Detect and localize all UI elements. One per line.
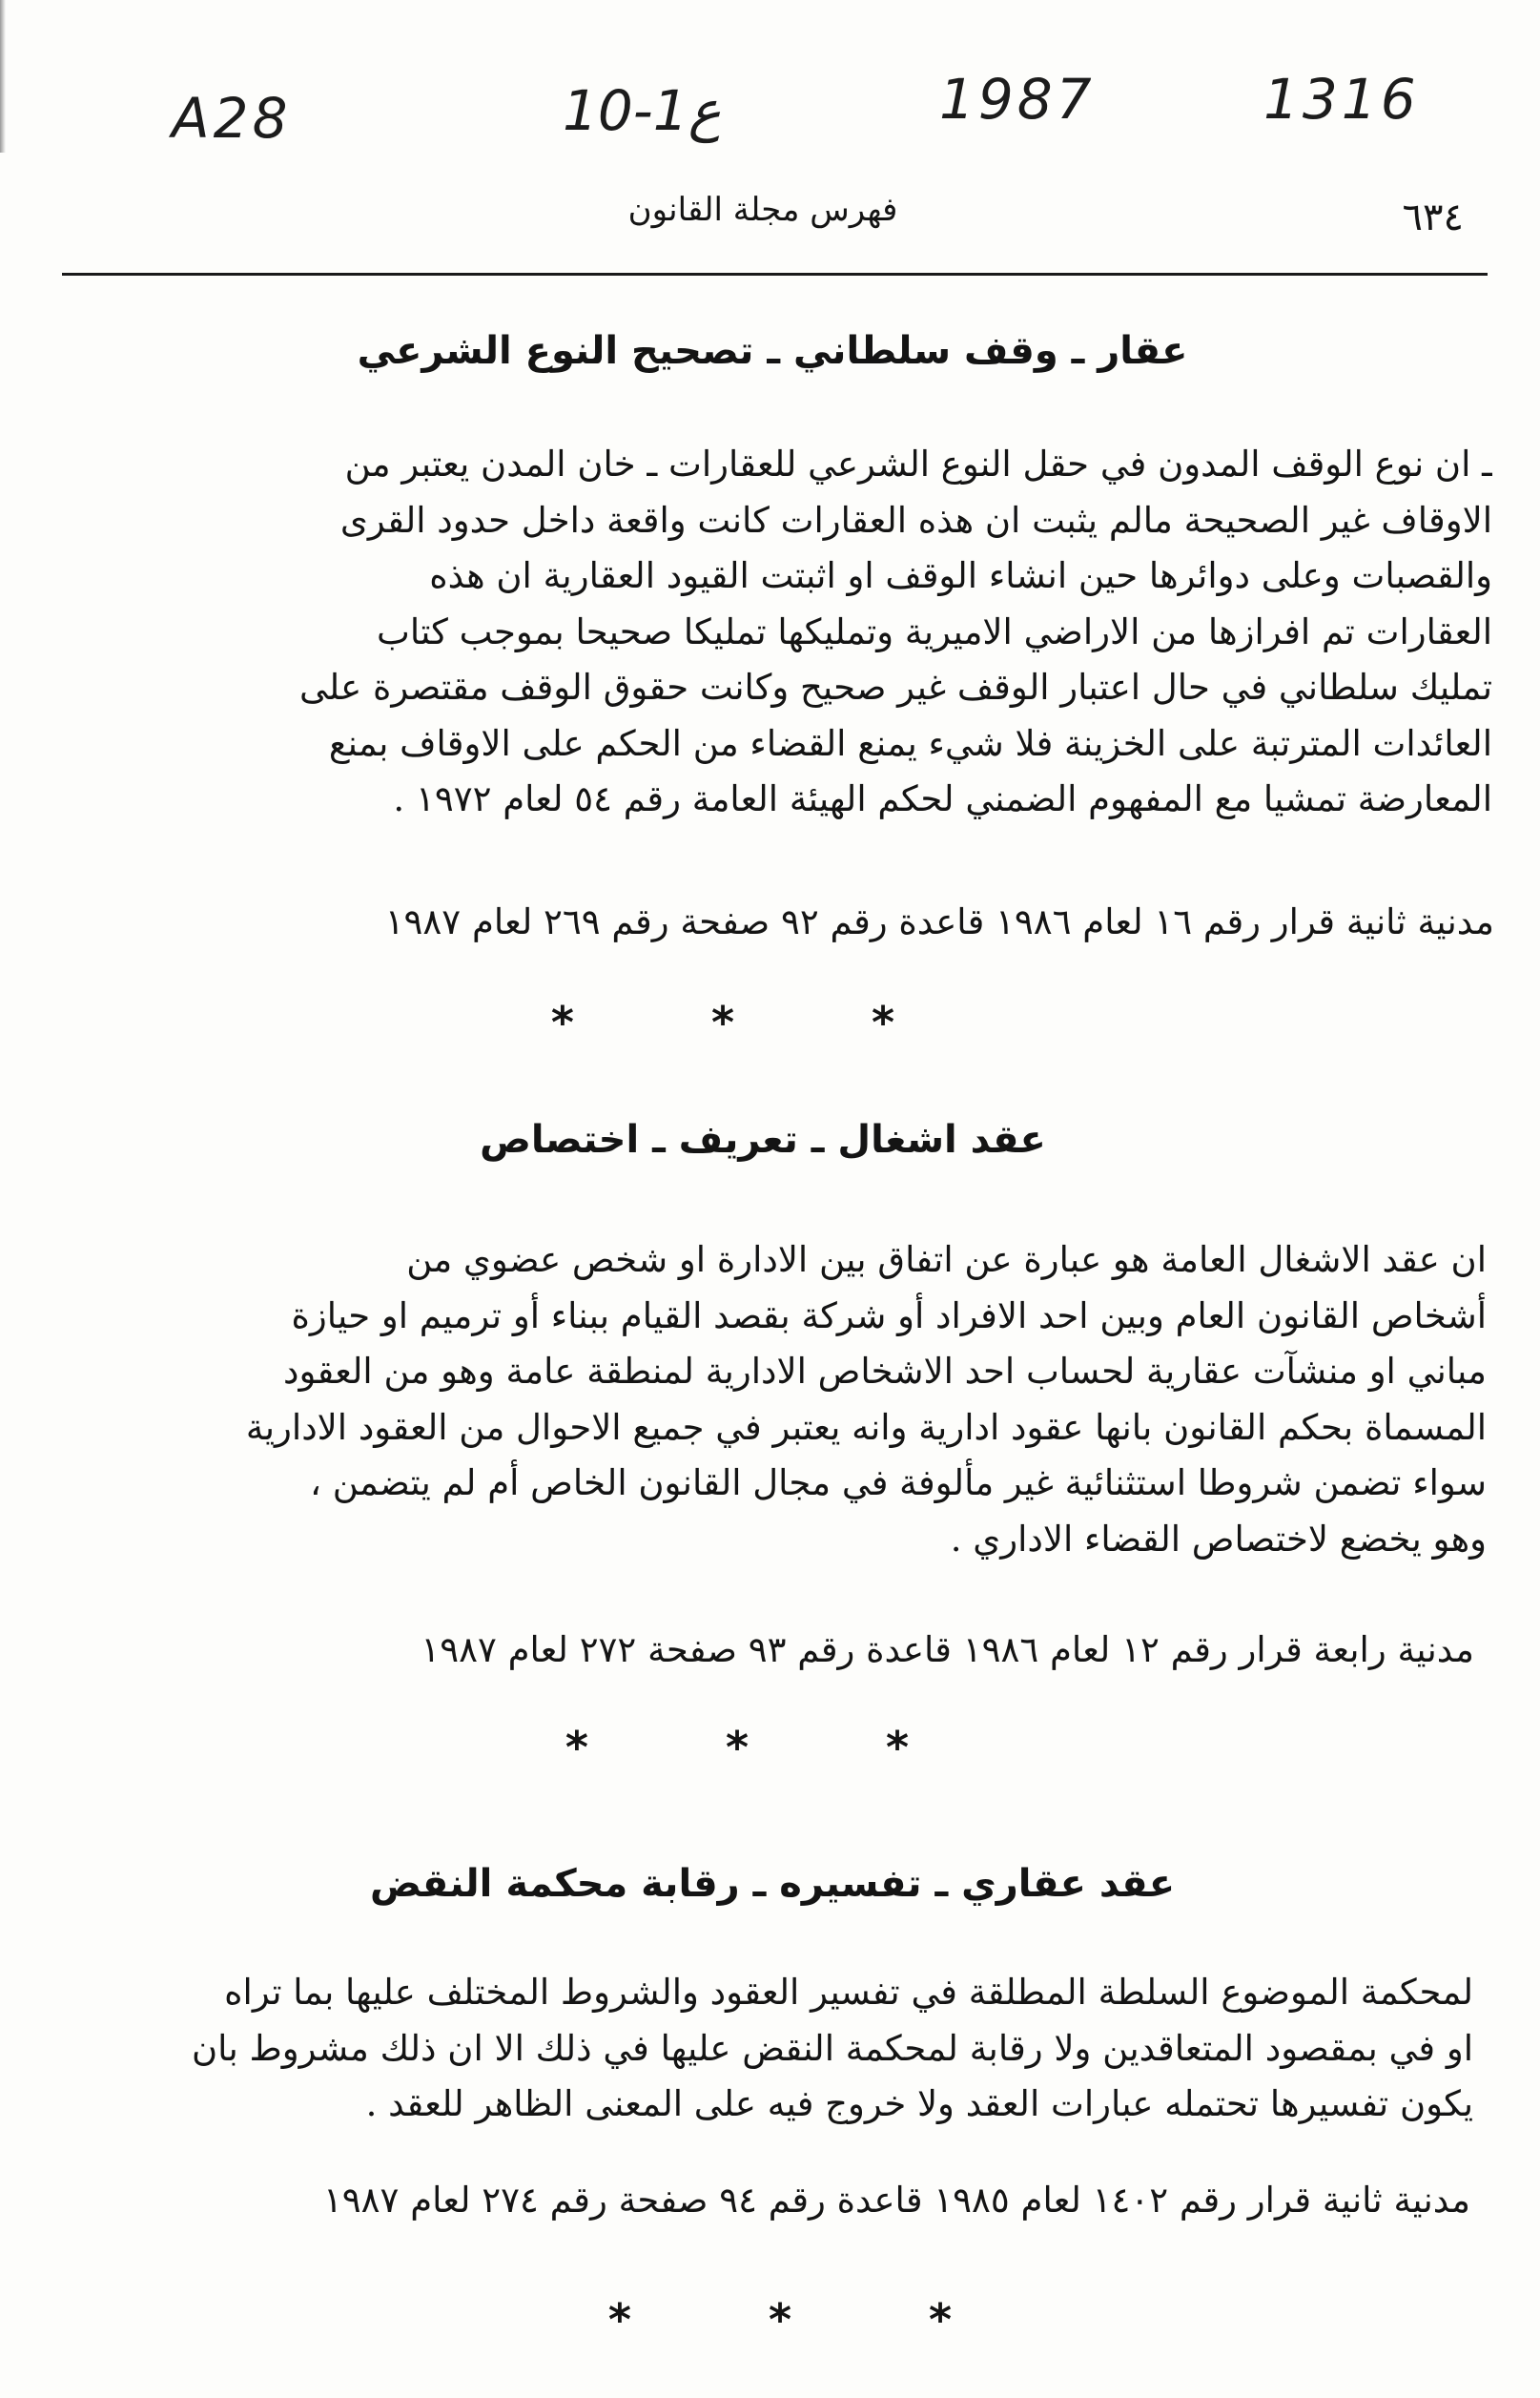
section-separator: * * * xyxy=(565,1722,971,1773)
entry-citation: مدنية رابعة قرار رقم ١٢ لعام ١٩٨٦ قاعدة رقم ٩٣ صفحة ٢٧٢ لعام ١٩٨٧ xyxy=(421,1629,1474,1670)
body-line: مباني او منشآت عقارية لحساب احد الاشخاص الادارية لمنطقة عامة وهو من العقود xyxy=(282,1351,1487,1392)
entry-body xyxy=(67,1965,1473,2133)
body-line: المعارضة تمشيا مع المفهوم الضمني لحكم الهيئة العامة رقم ٥٤ لعام ١٩٧٢ . xyxy=(393,778,1492,819)
handwritten-note-hijri-year: 1316 xyxy=(1263,67,1420,132)
body-line: تمليك سلطاني في حال اعتبار الوقف غير صحيح وكانت حقوق الوقف مقتصرة على xyxy=(299,667,1492,708)
entry-heading: عقار ـ وقف سلطاني ـ تصحيح النوع الشرعي xyxy=(357,329,1188,373)
body-line: المسماة بحكم القانون بانها عقود ادارية وانه يعتبر في جميع الاحوال من العقود الادارية xyxy=(245,1406,1487,1448)
body-line: سواء تضمن شروطا استثنائية غير مألوفة في مجال القانون الخاص أم لم يتضمن ، xyxy=(309,1462,1487,1503)
scan-edge-shadow xyxy=(0,0,6,153)
body-line: ـ ان نوع الوقف المدون في حقل النوع الشرعي للعقارات ـ خان المدن يعتبر من xyxy=(344,444,1492,485)
entry-body xyxy=(59,1232,1487,1567)
body-line: العقارات تم افرازها من الاراضي الاميرية وتمليكها تمليكا صحيحا بموجب كتاب xyxy=(377,610,1492,652)
entry-heading: عقد اشغال ـ تعريف ـ اختصاص xyxy=(480,1118,1046,1162)
body-line: أشخاص القانون العام وبين احد الافراد أو شركة بقصد القيام ببناء أو ترميم او حيازة xyxy=(291,1294,1487,1336)
entry-citation: مدنية ثانية قرار رقم ١٦ لعام ١٩٨٦ قاعدة رقم ٩٢ صفحة رقم ٢٦٩ لعام ١٩٨٧ xyxy=(384,901,1494,942)
entry-citation: مدنية ثانية قرار رقم ١٤٠٢ لعام ١٩٨٥ قاعدة رقم ٩٤ صفحة رقم ٢٧٤ لعام ١٩٨٧ xyxy=(322,2180,1470,2221)
body-line: يكون تفسيرها تحتمله عبارات العقد ولا خروج فيه على المعنى الظاهر للعقد . xyxy=(365,2083,1473,2124)
body-line: العائدات المترتبة على الخزينة فلا شيء يمنع القضاء من الحكم على الاوقاف بمنع xyxy=(328,722,1492,764)
handwritten-note-reference: A28 xyxy=(172,86,292,151)
page-number: ٦٣٤ xyxy=(1402,196,1464,239)
body-line: ان عقد الاشغال العامة هو عبارة عن اتفاق بين الادارة او شخص عضوي من xyxy=(406,1239,1487,1280)
handwritten-note-issue: 10-1ع xyxy=(563,78,722,143)
handwritten-note-year: 1987 xyxy=(939,67,1096,132)
body-line: لمحكمة الموضوع السلطة المطلقة في تفسير العقود والشروط المختلف عليها بما تراه xyxy=(224,1972,1473,2013)
body-line: الاوقاف غير الصحيحة مالم يثبت ان هذه العقارات كانت واقعة داخل حدود القرى xyxy=(339,499,1492,541)
section-separator: * * * xyxy=(607,2294,1014,2346)
entry-body xyxy=(59,437,1492,828)
header-rule xyxy=(62,273,1488,276)
running-header-title: فهرس مجلة القانون xyxy=(627,191,898,229)
section-separator: * * * xyxy=(550,997,956,1048)
body-line: وهو يخضع لاختصاص القضاء الاداري . xyxy=(950,1518,1487,1560)
body-line: والقصبات وعلى دوائرها حين انشاء الوقف او اثبتت القيود العقارية ان هذه xyxy=(429,555,1492,596)
entry-heading: عقد عقاري ـ تفسيره ـ رقابة محكمة النقض xyxy=(369,1862,1176,1906)
body-line: او في بمقصود المتعاقدين ولا رقابة لمحكمة النقض عليها في ذلك الا ان ذلك مشروط بان xyxy=(192,2027,1473,2069)
